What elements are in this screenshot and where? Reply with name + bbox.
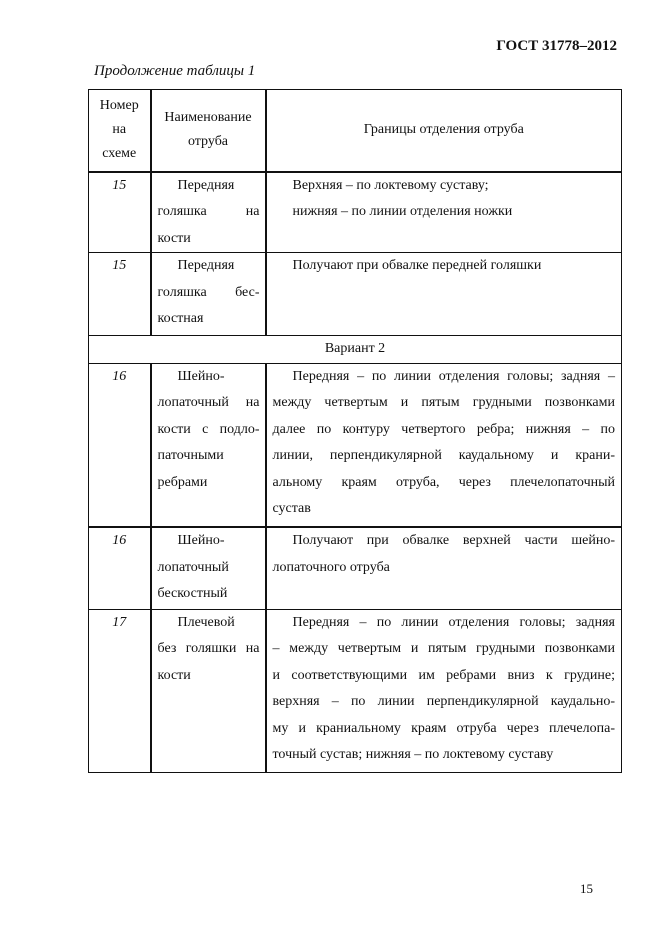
- bounds-line: му и краниальному краям отруба через плечелопа-: [272, 720, 615, 736]
- header-name-line: Наименование: [164, 110, 252, 126]
- header-number-line: схеме: [102, 146, 137, 162]
- row-number: 17: [89, 609, 151, 772]
- header-number-line: Номер: [99, 98, 139, 114]
- row-name: [151, 527, 266, 609]
- row-number: 15: [89, 253, 151, 336]
- row-number: 15: [89, 172, 151, 253]
- row-number: 16: [89, 527, 151, 609]
- name-line: костная: [157, 311, 204, 326]
- row-name: [151, 609, 266, 772]
- bounds-line: Передняя – по линии отделения головы; задняя: [292, 614, 615, 630]
- table-row: [89, 363, 622, 527]
- row-bounds: [266, 363, 622, 527]
- name-line: кости: [157, 230, 191, 246]
- bounds-line: верхняя – по линии перпендикулярной каудально-: [272, 694, 615, 709]
- header-name: [151, 90, 266, 172]
- header-name-line: отруба: [187, 134, 229, 150]
- table-caption: Продолжение таблицы 1: [94, 63, 256, 79]
- name-line: ребрами: [157, 474, 208, 490]
- name-line: Шейно-: [177, 368, 225, 384]
- table-row: [89, 253, 622, 336]
- row-bounds: [266, 253, 622, 336]
- name-line: паточными: [157, 448, 224, 463]
- name-line: голяшка на: [157, 204, 260, 219]
- bounds-line: Передняя – по линии отделения головы; задняя –: [292, 368, 615, 384]
- table-row: [89, 527, 622, 609]
- name-line: кости с подло-: [157, 421, 260, 437]
- row-name: [151, 253, 266, 336]
- bounds-line: альному краям отруба, через плечелопаточный: [272, 474, 615, 490]
- bounds-line: Получают при обвалке передней голяшки: [292, 258, 542, 273]
- name-line: голяшка бес-: [157, 284, 260, 300]
- name-line: без голяшки на: [157, 641, 260, 656]
- row-bounds: [266, 172, 622, 253]
- name-line: кости: [157, 667, 191, 683]
- header-number-line: на: [112, 122, 127, 138]
- name-line: лопаточный: [157, 559, 229, 575]
- bounds-line: между четвертым и пятым грудными позвонками: [272, 395, 615, 410]
- name-line: лопаточный на: [157, 395, 260, 410]
- row-bounds: [266, 527, 622, 609]
- row-name: [151, 363, 266, 527]
- table-header-row: [89, 90, 622, 172]
- table-row: [89, 172, 622, 253]
- document-code: ГОСТ 31778–2012: [496, 38, 617, 54]
- page-number: 15: [580, 881, 593, 896]
- variant-row: [89, 336, 622, 364]
- bounds-line: – между четвертым и пятым грудными позвонками: [272, 641, 615, 656]
- bounds-line: нижняя – по линии отделения ножки: [292, 204, 513, 219]
- row-name: [151, 172, 266, 253]
- name-line: Передняя: [177, 258, 235, 273]
- name-line: Шейно-: [177, 533, 225, 548]
- bounds-line: лопаточного отруба: [272, 559, 390, 575]
- header-bounds: Границы отделения отруба: [266, 90, 622, 172]
- table-row: [89, 609, 622, 772]
- bounds-line: точный сустав; нижняя – по локтевому суставу: [272, 747, 554, 762]
- row-bounds: [266, 609, 622, 772]
- variant-label: Вариант 2: [89, 336, 622, 364]
- bounds-line: Верхняя – по локтевому суставу;: [292, 177, 489, 193]
- bounds-line: сустав: [272, 501, 311, 516]
- bounds-line: линии, перпендикулярной каудальному и крани-: [272, 448, 615, 463]
- row-number: 16: [89, 363, 151, 527]
- cuts-table: [88, 89, 622, 773]
- header-number: [89, 90, 151, 172]
- name-line: бескостный: [157, 586, 228, 601]
- bounds-line: и соответствующими им ребрами вниз к грудине;: [272, 667, 615, 683]
- bounds-line: Получают при обвалке верхней части шейно-: [292, 533, 615, 548]
- name-line: Передняя: [177, 177, 235, 193]
- bounds-line: далее по контуру четвертого ребра; нижняя – по: [272, 421, 615, 437]
- name-line: Плечевой: [177, 614, 235, 630]
